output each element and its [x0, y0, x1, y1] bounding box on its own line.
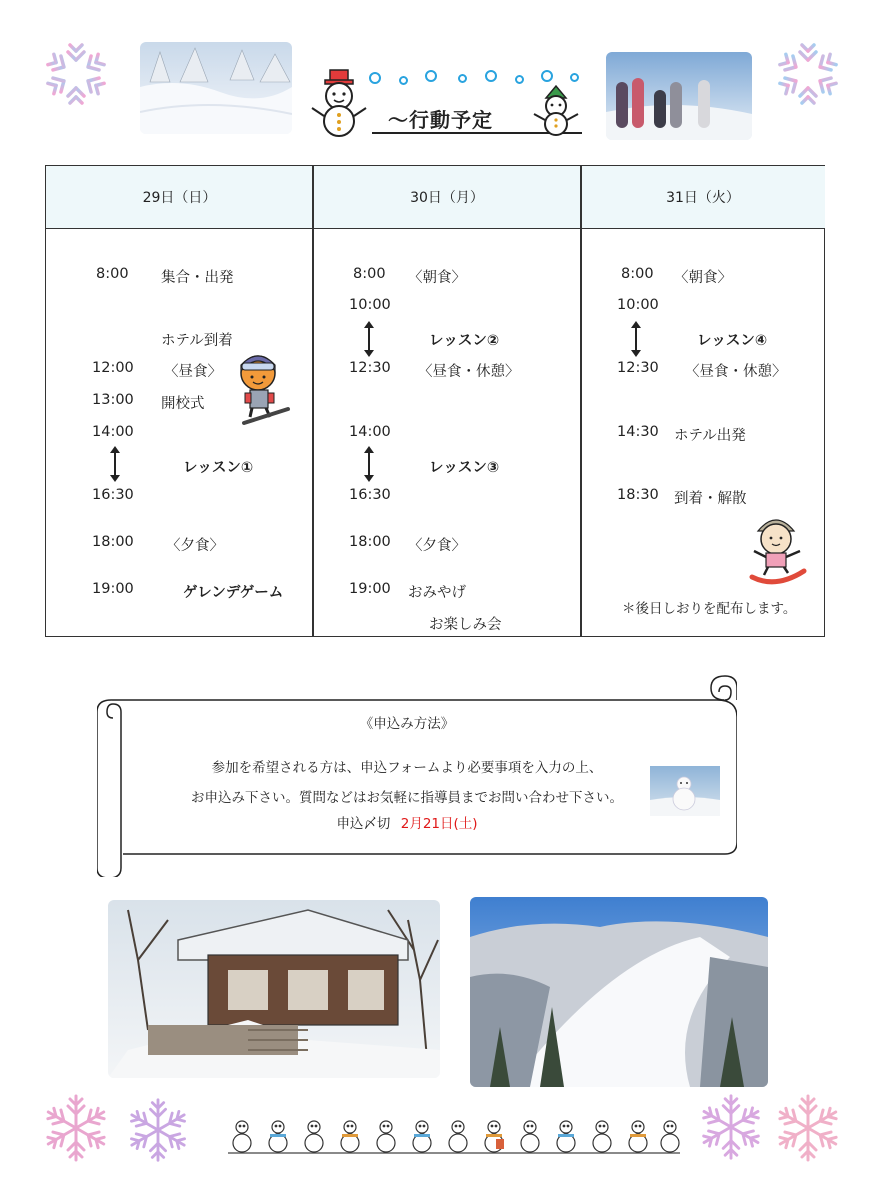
time: 18:00: [349, 534, 391, 550]
page-title: ～行動予定: [388, 108, 493, 132]
time: 16:30: [92, 487, 134, 503]
time: 14:00: [349, 424, 391, 440]
time: 13:00: [92, 392, 134, 408]
time: 19:00: [349, 581, 391, 597]
time: 16:30: [349, 487, 391, 503]
schedule-table: [45, 165, 825, 637]
time: 10:00: [617, 297, 659, 313]
time: 8:00: [621, 266, 654, 282]
snowflake-icon: [124, 1096, 192, 1168]
time: 14:30: [617, 424, 659, 440]
time: 8:00: [96, 266, 129, 282]
column-divider: [312, 166, 314, 636]
snowflake-icon: [40, 38, 112, 114]
dot-icon: [485, 70, 497, 82]
dot-icon: [369, 72, 381, 84]
snowboarder-kid-icon: [236, 351, 298, 430]
column-divider: [580, 166, 582, 636]
snowman-photo: [650, 766, 720, 816]
activity: ホテル出発: [674, 428, 746, 444]
time: 12:00: [92, 360, 134, 376]
snowflake-icon: [772, 38, 844, 114]
activity: 〈昼食〉: [164, 364, 222, 380]
application-line-1: 参加を希望される方は、申込フォームより必要事項を入力の上、: [211, 760, 603, 776]
time: 18:30: [617, 487, 659, 503]
day-label: 30日（月）: [410, 190, 484, 206]
activity: ホテル到着: [161, 333, 233, 349]
time: 12:30: [617, 360, 659, 376]
snowflake-icon: [40, 1092, 112, 1168]
snowman-green-hat-icon: [528, 84, 584, 140]
time: 12:30: [349, 360, 391, 376]
dot-icon: [458, 74, 467, 83]
duration-arrow: [368, 452, 370, 476]
activity: 〈昼食・休憩〉: [418, 364, 520, 380]
snowman-red-hat-icon: [308, 68, 372, 142]
day-header-3: [581, 166, 825, 229]
application-heading: 《申込み方法》: [359, 716, 455, 732]
time: 19:00: [92, 581, 134, 597]
ski-slope-photo: [470, 897, 768, 1087]
activity: 〈夕食〉: [408, 538, 466, 554]
snowflake-icon: [696, 1092, 766, 1166]
day-label: 29日（日）: [142, 190, 217, 206]
lesson-label: レッスン④: [697, 333, 768, 349]
lesson-label: レッスン①: [183, 460, 254, 476]
duration-arrow: [114, 452, 116, 476]
time: 8:00: [353, 266, 386, 282]
snowman-row-icon: [228, 1115, 680, 1159]
time: 14:00: [92, 424, 134, 440]
activity: 〈昼食・休憩〉: [685, 364, 787, 380]
duration-arrow: [635, 327, 637, 351]
time: 10:00: [349, 297, 391, 313]
application-scroll: [97, 672, 737, 877]
activity: お楽しみ会: [429, 617, 502, 633]
day-header-1: [46, 166, 313, 229]
activity: ゲレンデゲーム: [183, 585, 284, 601]
lesson-label: レッスン②: [429, 333, 500, 349]
activity: 〈夕食〉: [166, 538, 224, 554]
deadline: [87, 812, 727, 832]
day-label: 31日（火）: [666, 190, 740, 206]
snowboards-photo: [606, 52, 752, 140]
duration-arrow: [368, 327, 370, 351]
snowy-forest-photo: [140, 42, 292, 134]
activity: 〈朝食〉: [408, 270, 466, 286]
day-header-2: [313, 166, 581, 229]
deadline-date: 2月21日(土): [400, 816, 478, 832]
dot-icon: [399, 76, 408, 85]
ski-lodge-photo: [108, 900, 440, 1078]
snowflake-icon: [772, 1092, 844, 1168]
activity: 開校式: [161, 396, 205, 412]
activity: おみやげ: [408, 585, 466, 601]
dot-icon: [541, 70, 553, 82]
application-line-2: お申込み下さい。質問などはお気軽に指導員までお問い合わせ下さい。: [191, 790, 623, 806]
lesson-label: レッスン③: [429, 460, 500, 476]
dot-icon: [425, 70, 437, 82]
activity: 集合・出発: [161, 270, 234, 286]
dot-icon: [570, 73, 579, 82]
activity: 〈朝食〉: [674, 270, 732, 286]
time: 18:00: [92, 534, 134, 550]
snowboarder-cat-icon: [746, 511, 810, 591]
deadline-label: 申込〆切: [336, 816, 391, 832]
note: ＊後日しおりを配布します。: [622, 601, 797, 617]
dot-icon: [515, 75, 524, 84]
activity: 到着・解散: [674, 491, 747, 507]
